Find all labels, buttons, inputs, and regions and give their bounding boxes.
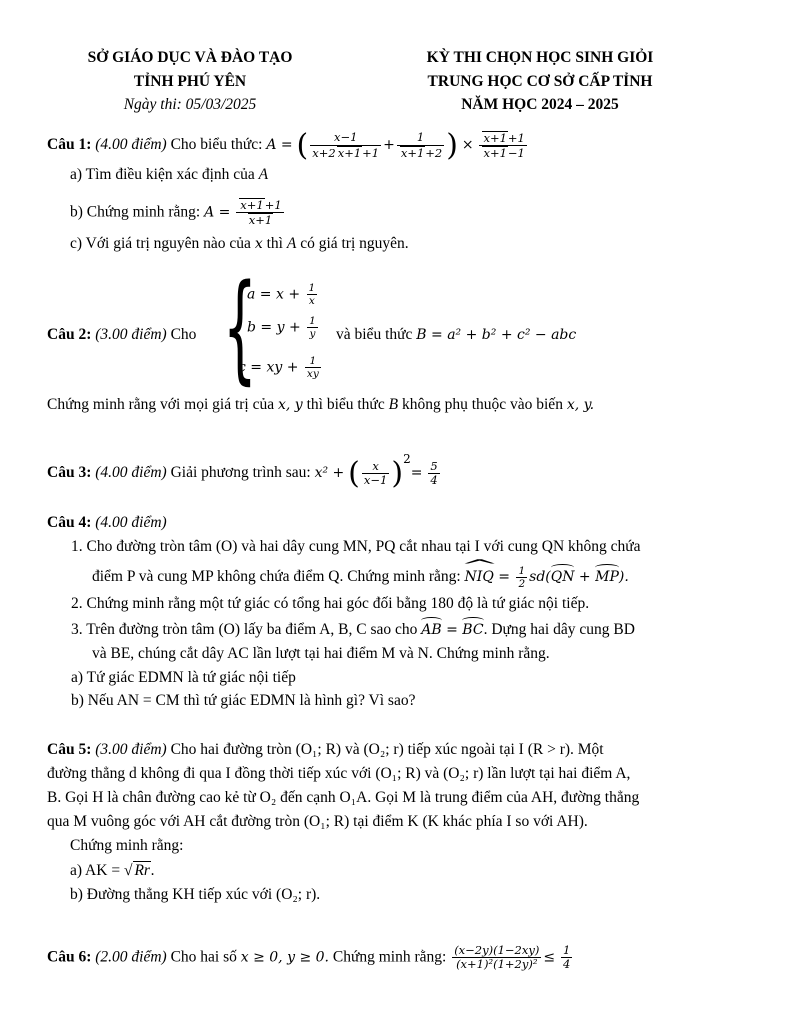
q5-line3: B. Gọi H là chân đường cao kẻ từ O₂ đến cạnh O₁A. Gọi M là trung điểm của AH, đường thẳng: [47, 789, 640, 806]
header-exam-title: KỲ THI CHỌN HỌC SINH GIỎI: [426, 49, 654, 66]
q4-item3-line1: 3. Trên đường tròn tâm (O) lấy ba điểm A, B, C sao cho AB = BC. Dựng hai dây cung BD: [71, 621, 635, 638]
q5-part-b: b) Đường thẳng KH tiếp xúc với (O₂; r).: [70, 886, 321, 903]
q2-eq-a: a = x + $\frac{1}{x}$: [247, 282, 316, 308]
q3-rhs: $\frac{5}{4}$: [430, 458, 438, 487]
q1-part-c: c) Với giá trị nguyên nào của x thì A có giá trị nguyên.: [70, 235, 409, 252]
q1-intro: Câu 1: (4.00 điểm) Cho biểu thức: A = ( $\frac{x-1}{x+2 x+1+1}$ + $\frac{1}{x+1+2}$ ) × $\frac{x+1+1}{x+1-1}$: [47, 128, 525, 163]
q2-intro: Câu 2: (3.00 điểm) Cho: [47, 326, 197, 343]
q5-line1: Câu 5: (3.00 điểm) Cho hai đường tròn (O₁; R) và (O₂; r) tiếp xúc ngoài tại I (R > r). Một: [47, 741, 604, 758]
q5-part-a: a) AK = √ Rr.: [70, 862, 155, 879]
q5-line4: qua M vuông góc với AH cắt đường tròn (O₁; R) tại điểm K (K khác phía I so với AH).: [47, 813, 588, 830]
q2-eq-c: c = xy + $\frac{1}{xy}$: [238, 355, 319, 381]
q3-frac: $\frac{x}{x-1}$: [363, 458, 388, 487]
q5-line5: Chứng minh rằng:: [70, 837, 184, 854]
q3-statement: Câu 3: (4.00 điểm) Giải phương trình sau: x² + ( $\frac{x}{x-1}$ )$^2$= $\frac{5}{4}$: [47, 452, 438, 491]
q4-part-b: b) Nếu AN = CM thì tứ giác EDMN là hình gì? Vì sao?: [71, 692, 416, 709]
header-school-year: NĂM HỌC 2024 – 2025: [461, 96, 619, 113]
q1-part-a: a) Tìm điều kiện xác định của A: [70, 166, 269, 183]
q6-frac: $\frac{(x-2y)(1-2xy)}{\text{(x+1)²(1+2y)²}}$: [454, 943, 540, 972]
q4-item1-line2: điểm P và cung MP không chứa điểm Q. Chứng minh rằng: ^ NIQ = $\frac{1}{2}$ sd(QN + MP).: [92, 565, 629, 590]
q5-line2: đường thẳng d không đi qua I đồng thời tiếp xúc với (O₁; R) và (O₂; r) lần lượt tại hai điểm A,: [47, 765, 631, 782]
q4-part-a: a) Tứ giác EDMN là tứ giác nội tiếp: [71, 669, 296, 686]
q4-heading: Câu 4: (4.00 điểm): [47, 514, 167, 531]
q2-expression: và biểu thức B = a² + b² + c² − abc: [336, 326, 577, 343]
header-date: Ngày thi: 05/03/2025: [123, 96, 257, 113]
q1-frac-3: $\frac{x+1+1}{x+1-1}$: [479, 131, 526, 160]
q4-item2: 2. Chứng minh rằng một tứ giác có tổng hai góc đối bằng 180 độ là tứ giác nội tiếp.: [71, 595, 590, 612]
header-department: SỞ GIÁO DỤC VÀ ĐÀO TẠO: [87, 49, 293, 66]
q4-item1-line1: 1. Cho đường tròn tâm (O) và hai dây cung MN, PQ cắt nhau tại I với cung QN không chứa: [71, 538, 641, 555]
q1-frac-1: $\frac{x-1}{x+2 x+1+1}$: [312, 130, 380, 160]
q1-b-frac: $\frac{x+1+1}{x+1}$: [236, 198, 283, 227]
q2-system-brace: {: [223, 258, 257, 396]
q2-body: Chứng minh rằng với mọi giá trị của x, y thì biểu thức B không phụ thuộc vào biến x, y.: [47, 396, 595, 413]
q2-eq-b: b = y + $\frac{1}{y}$: [247, 315, 316, 341]
q4-item3-line2: và BE, chúng cắt dây AC lần lượt tại hai điểm M và N. Chứng minh rằng.: [92, 645, 550, 662]
q1-part-b: b) Chứng minh rằng: A = $\frac{x+1+1}{x+1}$: [70, 198, 282, 228]
q1-frac-2: $\frac{1}{x+1+2}$: [397, 131, 444, 159]
q6-rhs: $\frac{1}{4}$: [562, 943, 571, 972]
header-province: TỈNH PHÚ YÊN: [133, 73, 247, 90]
q6-statement: Câu 6: (2.00 điểm) Cho hai số x ≥ 0, y ≥ 0. Chứng minh rằng: $\frac{(x-2y)(1-2xy)}{\text{(x+1)²(1+2y)²}}$ ≤ $\frac{1}{4}$: [47, 943, 571, 972]
header-exam-level: TRUNG HỌC CƠ SỞ CẤP TỈNH: [427, 73, 653, 90]
